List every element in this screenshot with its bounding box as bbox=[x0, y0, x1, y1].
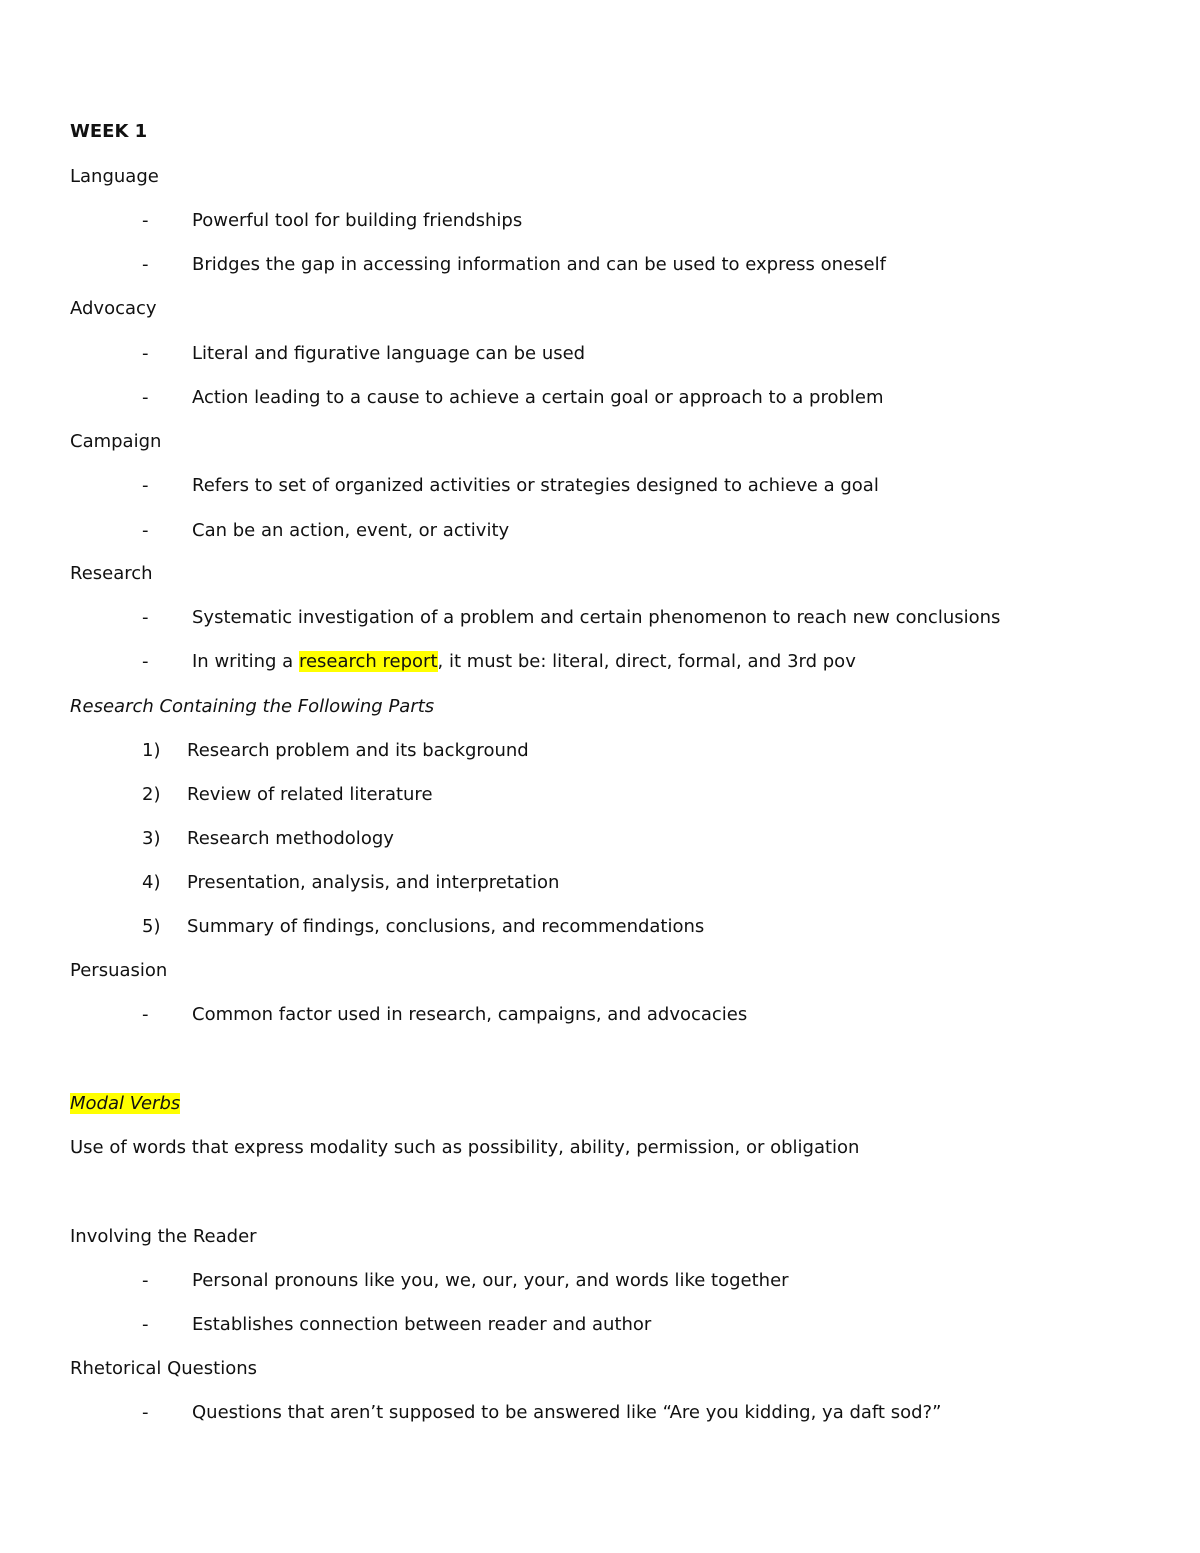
heading-campaign: Campaign bbox=[70, 431, 162, 452]
heading-persuasion: Persuasion bbox=[70, 960, 168, 981]
list-item: Research problem and its background bbox=[187, 740, 529, 761]
bullet-marker: - bbox=[142, 607, 149, 628]
list-item: Summary of findings, conclusions, and recommendations bbox=[187, 916, 705, 937]
bullet-item: Systematic investigation of a problem and certain phenomenon to reach new conclusions bbox=[192, 607, 1001, 628]
list-number: 2) bbox=[142, 784, 161, 805]
bullet-item: Can be an action, event, or activity bbox=[192, 520, 510, 541]
bullet-marker: - bbox=[142, 254, 149, 275]
bullet-text-pre: In writing a bbox=[192, 651, 299, 672]
heading-involving-reader: Involving the Reader bbox=[70, 1226, 257, 1247]
bullet-marker: - bbox=[142, 1402, 149, 1423]
list-number: 4) bbox=[142, 872, 161, 893]
bullet-item: Common factor used in research, campaigns, and advocacies bbox=[192, 1004, 748, 1025]
bullet-marker: - bbox=[142, 475, 149, 496]
heading-language: Language bbox=[70, 166, 159, 187]
bullet-item: Bridges the gap in accessing information and can be used to express oneself bbox=[192, 254, 886, 275]
list-item: Research methodology bbox=[187, 828, 394, 849]
bullet-marker: - bbox=[142, 210, 149, 231]
highlighted-text: research report bbox=[298, 651, 438, 672]
page-title: WEEK 1 bbox=[70, 121, 148, 142]
bullet-item-research-report bbox=[192, 651, 856, 673]
list-number: 1) bbox=[142, 740, 161, 761]
heading-advocacy: Advocacy bbox=[70, 298, 157, 319]
heading-modal-verbs bbox=[70, 1093, 180, 1115]
list-item: Review of related literature bbox=[187, 784, 433, 805]
bullet-item: Literal and figurative language can be used bbox=[192, 343, 586, 364]
heading-rhetorical-questions: Rhetorical Questions bbox=[70, 1358, 257, 1379]
bullet-item: Refers to set of organized activities or strategies designed to achieve a goal bbox=[192, 475, 879, 496]
bullet-item: Powerful tool for building friendships bbox=[192, 210, 523, 231]
bullet-item: Personal pronouns like you, we, our, your, and words like together bbox=[192, 1270, 789, 1291]
heading-research-parts: Research Containing the Following Parts bbox=[70, 696, 435, 717]
list-number: 5) bbox=[142, 916, 161, 937]
heading-research: Research bbox=[70, 563, 153, 584]
bullet-item: Questions that aren’t supposed to be answered like “Are you kidding, ya daft sod?” bbox=[192, 1402, 942, 1423]
highlighted-heading: Modal Verbs bbox=[70, 1093, 181, 1114]
bullet-marker: - bbox=[142, 651, 149, 672]
list-item: Presentation, analysis, and interpretation bbox=[187, 872, 560, 893]
bullet-item: Action leading to a cause to achieve a certain goal or approach to a problem bbox=[192, 387, 884, 408]
bullet-marker: - bbox=[142, 343, 149, 364]
bullet-marker: - bbox=[142, 387, 149, 408]
bullet-text-post: , it must be: literal, direct, formal, and 3rd pov bbox=[437, 651, 856, 672]
modal-verbs-text: Use of words that express modality such as possibility, ability, permission, or obligation bbox=[70, 1137, 860, 1158]
bullet-item: Establishes connection between reader and author bbox=[192, 1314, 652, 1335]
list-number: 3) bbox=[142, 828, 161, 849]
bullet-marker: - bbox=[142, 1314, 149, 1335]
bullet-marker: - bbox=[142, 1004, 149, 1025]
bullet-marker: - bbox=[142, 1270, 149, 1291]
bullet-marker: - bbox=[142, 520, 149, 541]
